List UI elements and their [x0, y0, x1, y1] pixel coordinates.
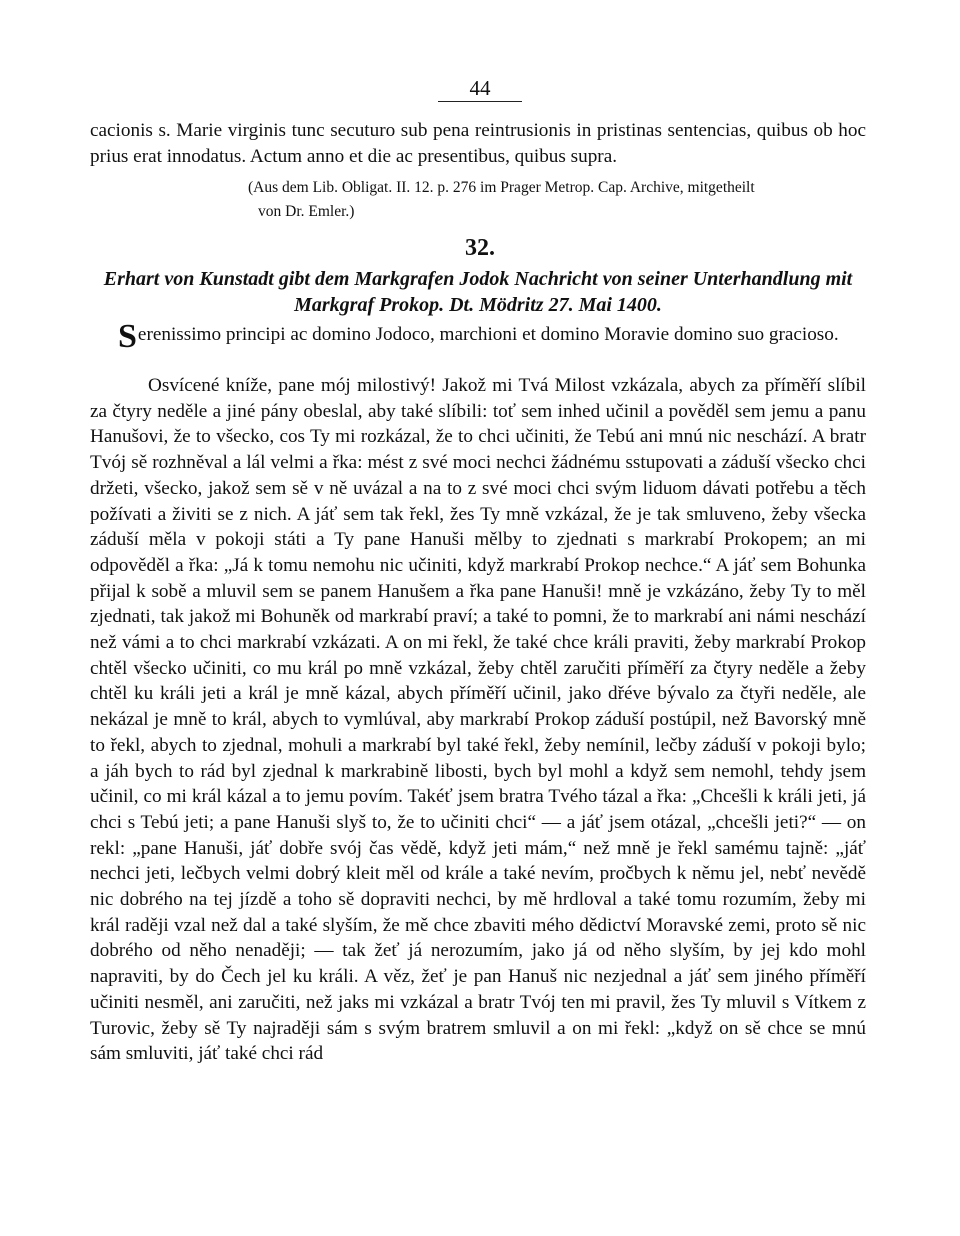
page-number-rule	[438, 101, 522, 102]
letter-body	[90, 373, 866, 1067]
salutation-paragraph	[90, 318, 866, 355]
intro-paragraph: cacionis s. Marie virginis tunc secuturo sub pena reintrusionis in pristinas sentencias, quibus ob hoc prius erat innodatus. Actum anno et die ac presentibus, quibus supra.	[90, 120, 866, 167]
page-number: 44	[469, 76, 491, 100]
drop-cap: S	[118, 318, 137, 355]
source-note-line-2: von Dr. Emler.)	[258, 203, 355, 220]
intro-paragraph-block	[90, 118, 866, 169]
letter-body-paragraph: Osvícené kníže, pane mój milostivý! Jakož mi Tvá Milost vzkázala, abych za příměří slíbil za čtyry neděle a jiné pány obeslal, aby také slíbili: toť sem inhed učinil a pověděl sem jemu a panu Hanušovi, že to všecko, cos Ty mi rozkázal, že to chci učiniti, že Tebú ani mnú nic neschází. A bratr Tvój sě rozhněval a lál velmi a řka: mést z své moci nechci žádnému sstupovati a záduší všecko chci držeti, všecko, jakož sem sě v ně uvázal a na to z své moci chci svým liduom dávati potřebu a těch požívati a živiti se z nich. A jáť sem tak řekl, žes Ty mně vzkázal, že je tak smluveno, žeby všecka záduší měla v pokoji státi a Ty pane Hanuši mělby to zjednati s markrabí Prokopem; an mi odpověděl a řka: „Já k tomu nemohu nic učiniti, když markrabí Prokop nechce.“ A jáť sem Bohunka přijal k sobě a mluvil sem se panem Hanušem a řka pane Hanuši! mně je vzkázáno, žeby Ty to měl zjednati, tak jakož mi Bohuněk od markrabí praví; a také to pomni, že to markrabí ani námi neschází než vámi a to chci markrabí vzkázati. A on mi řekl, že také chce králi praviti, žeby markrabí Prokop chtěl všecko učiniti, co mu král po mně vzkázal, žeby chtěl zaručiti příměří za čtyry neděle a žeby chtěl ku králi jeti a král je mně kázal, abych příměří učinil, jako dřéve bývalo za čtyři neděle, ale nekázal je mně to král, abych to vymlúval, aby markrabí Prokop záduší postúpil, než Bavorský mně to řekl, abych to zjednal, mohuli a markrabí byl také řekl, žeby nemínil, lečby záduší v pokoji bylo; a jáh bych to rád byl zjednal k markrabině libosti, bych byl mohl a když sem nemohl, tehdy jsem učinil, co mi král kázal a to jemu povím. Takéť jsem bratra Tvého tázal a řka: „Chcešli k králi jeti, já chci s Tebú jeti; a pane Hanuši slyš to, že to učiniti chci“ — a jáť jsem otázal, „chcešli jeti?“ — on rekl: „pane Hanuši, jáť dobře svój čas vědě, když jeti mám,“ než mně je řekl samému tajně: „jáť nechci jeti, lečbych velmi dobrý kleit měl od krále a také nevím, pročbych k němu jel, nebť nevědě nic dobrého na tej jízdě a toho sě dopraviti nechci, by mě hrdloval a také tomu rozumím, žeby mi král raději vzal než dal a také slyším, že mě chce zbaviti mého dědictví Moravské zemi, proto sě nic dobrého od něho nenaději; — tak žeť já nerozumím, jako já od něho slyším, by jej kdo mohl napraviti, by do Čech jel ku králi. A věz, žeť je pan Hanuš nic nezjednal a jáť sem jiného příměří učiniti nesměl, ani zaručiti, než jaks mi vzkázal a bratr Tvój ten mi pravil, žes Ty mluvil s Vítkem z Turovic, žeby sě Ty najraději sám s svým bratrem smluvil a on mi řekl: „když on sě chce se mnú sám smluviti, jáť také chci rád	[90, 375, 866, 1065]
salutation	[90, 318, 866, 355]
source-note	[90, 176, 866, 224]
salutation-text: erenissimo principi ac domino Jodoco, marchioni et domino Moravie domino suo gracioso.	[137, 324, 839, 345]
document-number: 32.	[465, 235, 495, 261]
document-title: Erhart von Kunstadt gibt dem Markgrafen Jodok Nachricht von seiner Unterhandlung mit Markgraf Prokop. Dt. Mödritz 27. Mai 1400.	[103, 268, 853, 316]
source-note-line-1: (Aus dem Lib. Obligat. II. 12. p. 276 im Prager Metrop. Cap. Archive, mitgetheilt	[248, 179, 755, 196]
